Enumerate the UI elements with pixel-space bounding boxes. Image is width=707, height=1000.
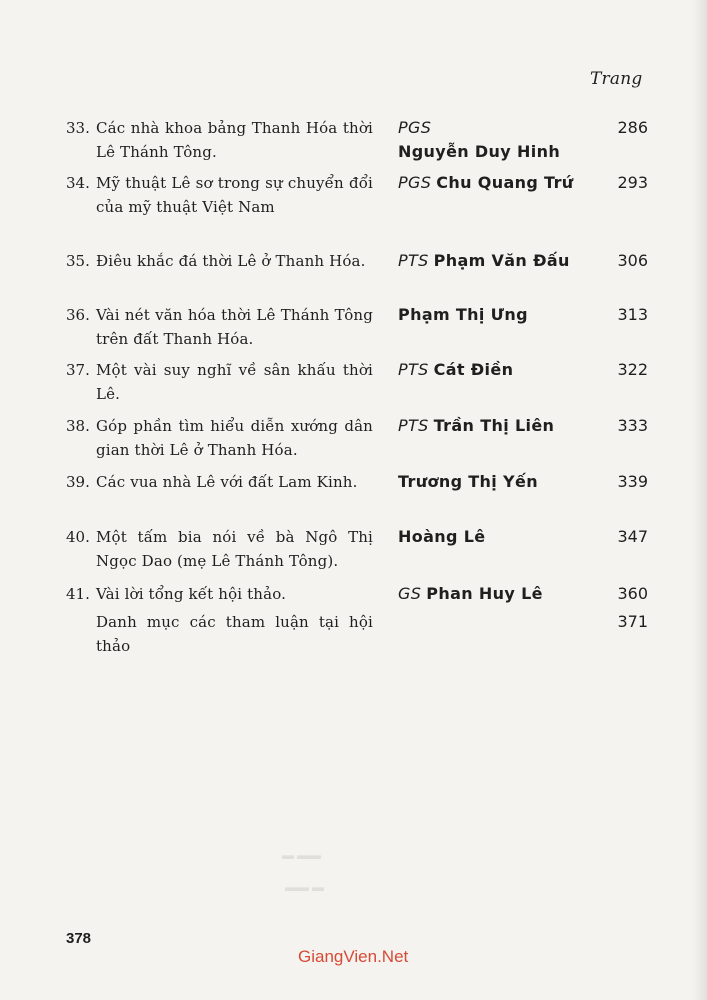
toc-entry-34 xyxy=(0,171,707,245)
author-name: Trương Thị Yến xyxy=(398,472,538,491)
entry-number: 34. xyxy=(66,174,90,192)
entry-title: Một tấm bia nói về bà Ngô Thị Ngọc Dao (mẹ Lê Thánh Tông). xyxy=(96,528,373,570)
entry-title: Vài lời tổng kết hội thảo. xyxy=(96,585,287,603)
entry-number: 35. xyxy=(66,252,90,270)
entry-author xyxy=(398,249,603,273)
toc-entry-appendix xyxy=(0,610,707,660)
entry-page: 313 xyxy=(617,305,648,324)
entry-page: 339 xyxy=(617,472,648,491)
entry-title: Vài nét văn hóa thời Lê Thánh Tông trên đất Thanh Hóa. xyxy=(96,306,373,348)
toc-entry-39 xyxy=(0,470,707,520)
author-name: Hoàng Lê xyxy=(398,527,486,546)
bleed-through-mark: ▬▬ ▬ xyxy=(285,880,324,894)
entry-number: 33. xyxy=(66,119,90,137)
page-column-heading: Trang xyxy=(590,69,643,89)
entry-title: Một vài suy nghĩ về sân khấu thời Lê. xyxy=(96,361,373,403)
entry-number: 40. xyxy=(66,528,90,546)
entry-title: Các nhà khoa bảng Thanh Hóa thời Lê Thánh Tông. xyxy=(96,119,373,161)
entry-author xyxy=(398,414,603,438)
entry-page: 322 xyxy=(617,360,648,379)
entry-title: Góp phần tìm hiểu diễn xướng dân gian thời Lê ở Thanh Hóa. xyxy=(96,417,373,459)
author-title: PGS xyxy=(398,173,432,192)
entry-page: 371 xyxy=(617,612,648,631)
entry-number: 39. xyxy=(66,473,90,491)
entry-page: 286 xyxy=(617,118,648,137)
entry-author xyxy=(398,303,603,327)
entry-number: 37. xyxy=(66,361,90,379)
author-title: PTS xyxy=(398,416,429,435)
toc-entry-36 xyxy=(0,303,707,353)
author-name: Trần Thị Liên xyxy=(433,416,555,435)
author-title: PGS xyxy=(398,118,432,137)
entry-author xyxy=(398,582,603,606)
entry-title: Các vua nhà Lê với đất Lam Kinh. xyxy=(96,473,358,491)
entry-title: Danh mục các tham luận tại hội thảo xyxy=(96,613,373,655)
entry-page: 293 xyxy=(617,173,648,192)
toc-entry-35 xyxy=(0,249,707,299)
watermark-text: GiangVien.Net xyxy=(298,947,409,966)
toc-entry-33 xyxy=(0,116,707,166)
entry-number: 36. xyxy=(66,306,90,324)
entry-number: 41. xyxy=(66,585,90,603)
entry-author xyxy=(398,171,603,195)
entry-title: Mỹ thuật Lê sơ trong sự chuyển đổi của mỹ thuật Việt Nam xyxy=(96,174,373,216)
page-number: 378 xyxy=(66,930,92,947)
author-title: PTS xyxy=(398,360,429,379)
entry-page: 360 xyxy=(617,584,648,603)
entry-page: 347 xyxy=(617,527,648,546)
entry-author xyxy=(398,470,603,494)
entry-number: 38. xyxy=(66,417,90,435)
entry-author-name: Nguyễn Duy Hinh xyxy=(398,142,561,161)
author-name: Phan Huy Lê xyxy=(426,584,543,603)
entry-title: Điêu khắc đá thời Lê ở Thanh Hóa. xyxy=(96,252,366,270)
entry-author xyxy=(398,116,603,140)
toc-entry-38 xyxy=(0,414,707,464)
entry-page: 306 xyxy=(617,251,648,270)
toc-entry-41 xyxy=(0,582,707,608)
entry-author xyxy=(398,358,603,382)
author-name: Cát Điền xyxy=(433,360,514,379)
bleed-through-mark: ▬ ▬▬ xyxy=(282,848,321,862)
author-name: Phạm Văn Đấu xyxy=(433,251,570,270)
entry-author xyxy=(398,525,603,549)
toc-entry-40 xyxy=(0,525,707,575)
toc-entry-37 xyxy=(0,358,707,408)
author-title: PTS xyxy=(398,251,429,270)
entry-page: 333 xyxy=(617,416,648,435)
author-title: GS xyxy=(398,584,422,603)
author-name: Chu Quang Trứ xyxy=(436,173,574,192)
author-name: Phạm Thị Ưng xyxy=(398,305,528,324)
